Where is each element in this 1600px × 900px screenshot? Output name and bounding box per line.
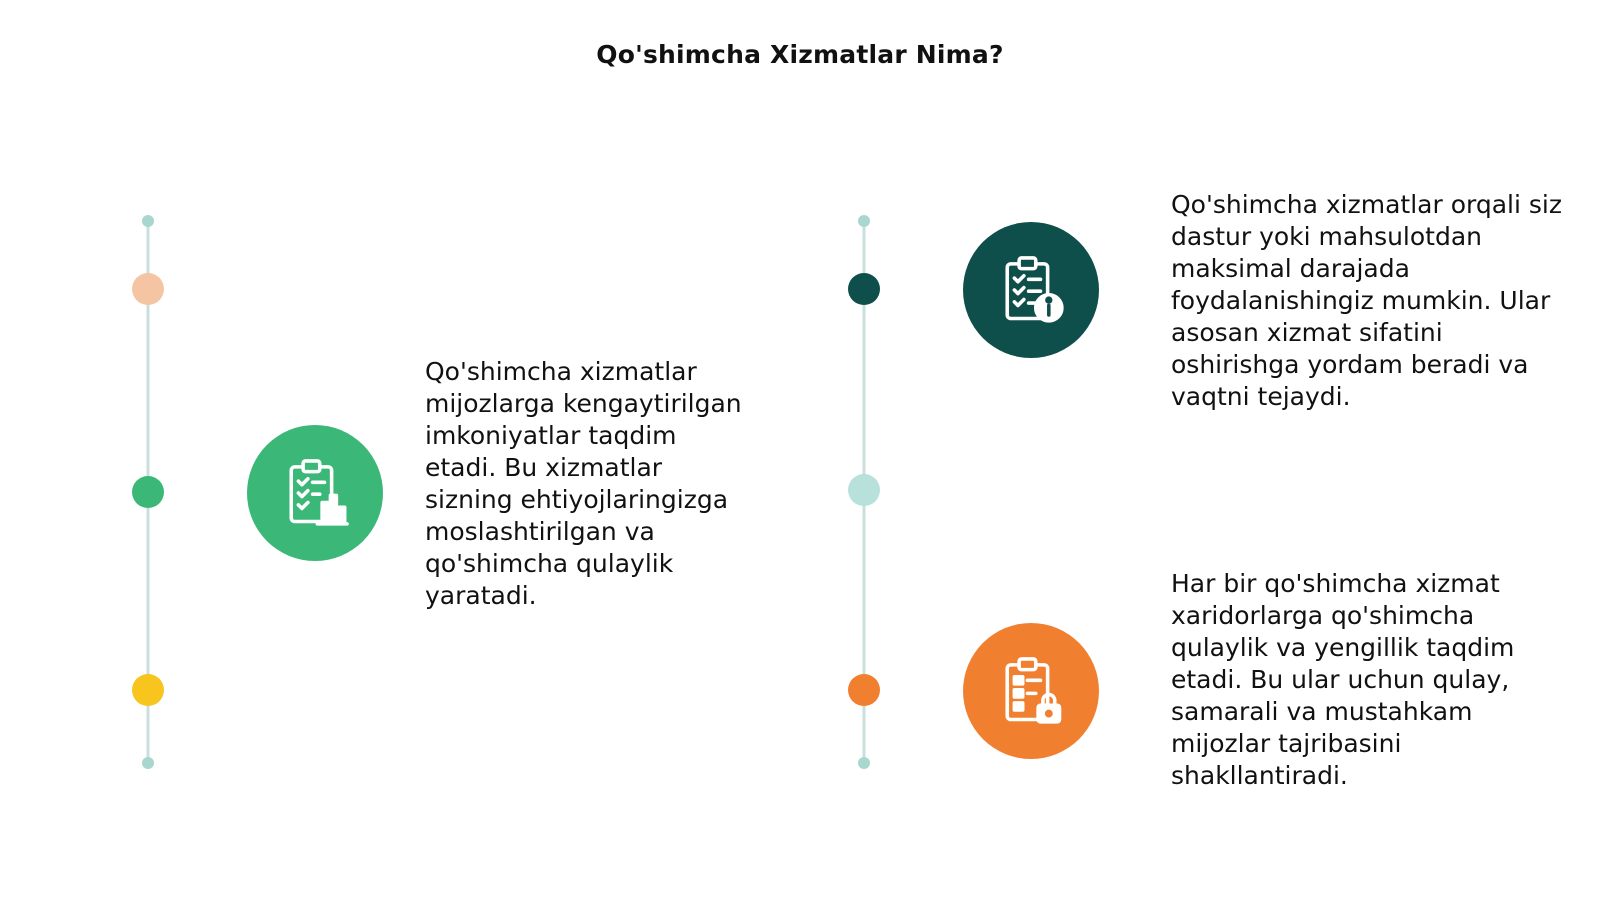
timeline-endpoint-left-bottom (142, 757, 154, 769)
item-2-description: Qo'shimcha xizmatlar orqali siz dastur yoki mahsulotdan maksimal darajada foydalanishingiz mumkin. Ular asosan xizmat sifatini oshirishga yordam beradi va vaqtni tejaydi. (1171, 190, 1562, 411)
timeline-dot-orange (848, 674, 880, 706)
timeline-dot-green (132, 476, 164, 508)
page-title: Qo'shimcha Xizmatlar Nima? (596, 40, 1004, 69)
clipboard-chart-icon (277, 455, 353, 531)
item-1-icon-badge (247, 425, 383, 561)
item-1-description: Qo'shimcha xizmatlar mijozlarga kengaytirilgan imkoniyatlar taqdim etadi. Bu xizmatlar sizning ehtiyojlaringizga moslashtirilgan va qo'shimcha qulaylik yaratadi. (425, 357, 742, 610)
timeline-dot-light-teal (848, 474, 880, 506)
item-3-icon-badge (963, 623, 1099, 759)
clipboard-lock-icon (993, 653, 1069, 729)
timeline-dot-yellow (132, 674, 164, 706)
timeline-dot-peach (132, 273, 164, 305)
timeline-endpoint-left-top (142, 215, 154, 227)
timeline-endpoint-right-bottom (858, 757, 870, 769)
item-3-description: Har bir qo'shimcha xizmat xaridorlarga qo'shimcha qulaylik va yengillik taqdim etadi. Bu ular uchun qulay, samarali va mustahkam mijozlar tajribasini shakllantiradi. (1171, 569, 1515, 790)
timeline-endpoint-right-top (858, 215, 870, 227)
item-2-icon-badge (963, 222, 1099, 358)
timeline-dot-dark-teal (848, 273, 880, 305)
clipboard-info-icon (993, 252, 1069, 328)
